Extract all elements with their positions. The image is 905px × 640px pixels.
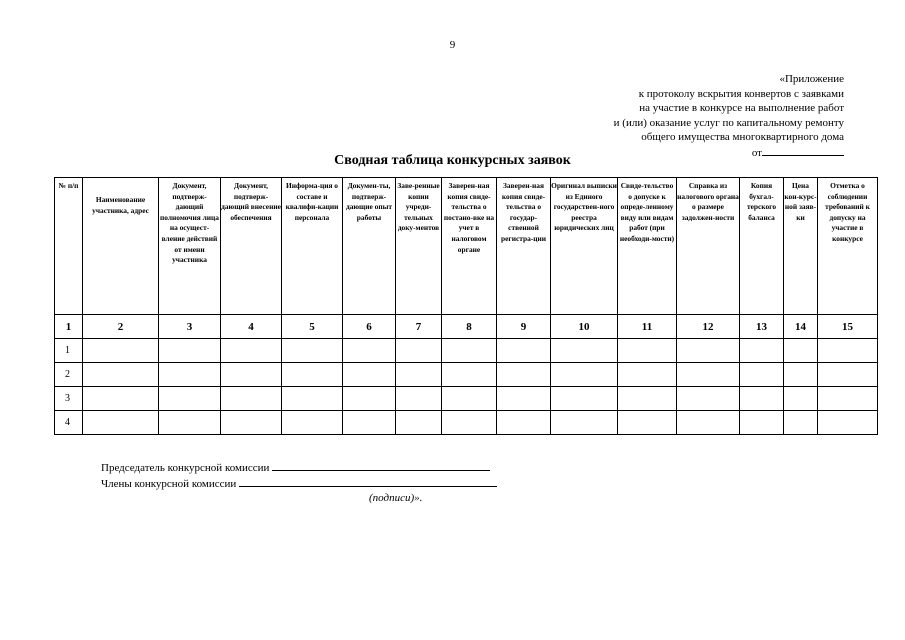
table-cell <box>740 387 784 411</box>
header-cell-experience-docs: Докумен-ты, подтверж-дающие опыт работы <box>343 178 396 315</box>
appendix-line: и (или) оказание услуг по капитальному ремонту <box>613 116 844 129</box>
chairman-signature-blank <box>272 460 490 471</box>
table-cell <box>818 387 878 411</box>
appendix-date-prefix: от <box>751 146 762 159</box>
table-cell <box>442 363 497 387</box>
header-cell-admission-mark: Отметка о соблюдении требований к допуску на участие в конкурсе <box>818 178 878 315</box>
table-cell <box>221 411 282 435</box>
table-cell <box>83 387 159 411</box>
table-cell <box>551 339 618 363</box>
table-cell <box>497 363 551 387</box>
table-cell <box>497 411 551 435</box>
appendix-line: «Приложение <box>779 73 844 85</box>
table-cell <box>343 411 396 435</box>
header-cell-founding-docs: Заве-ренные копии учреди-тельных доку-ментов <box>396 178 442 315</box>
table-cell <box>497 339 551 363</box>
appendix-line: к протоколу вскрытия конвертов с заявками <box>638 87 844 100</box>
table-cell <box>740 363 784 387</box>
table-cell <box>282 363 343 387</box>
page-number: 9 <box>449 39 456 51</box>
table-cell <box>551 387 618 411</box>
table-cell <box>784 363 818 387</box>
appendix-line: общего имущества многоквартирного дома <box>641 131 844 144</box>
table-cell <box>740 411 784 435</box>
table-cell <box>83 339 159 363</box>
table-cell <box>551 363 618 387</box>
table-cell <box>343 363 396 387</box>
table-cell <box>677 387 740 411</box>
table-cell <box>784 339 818 363</box>
table-cell <box>618 339 677 363</box>
appendix-note <box>614 72 844 161</box>
table-cell <box>282 339 343 363</box>
table-cell <box>343 387 396 411</box>
column-number: 2 <box>83 315 159 339</box>
column-number: 9 <box>497 315 551 339</box>
header-cell-security-doc: Документ, подтверж-дающий внесение обеспечения <box>221 178 282 315</box>
table-cell <box>83 363 159 387</box>
table-cell <box>677 339 740 363</box>
table-cell <box>740 339 784 363</box>
table-cell <box>83 411 159 435</box>
table-cell <box>221 387 282 411</box>
table-cell <box>618 411 677 435</box>
table-row <box>55 339 878 363</box>
table-cell <box>159 411 221 435</box>
table-cell <box>677 363 740 387</box>
header-cell-participant: Наименование участника, адрес <box>83 178 159 315</box>
column-number: 6 <box>343 315 396 339</box>
table-title: Сводная таблица конкурсных заявок <box>334 153 571 168</box>
column-number: 8 <box>442 315 497 339</box>
table-cell <box>221 339 282 363</box>
table-header-row <box>55 178 878 315</box>
row-number: 1 <box>55 339 83 363</box>
signature-block <box>101 460 497 506</box>
column-number: 15 <box>818 315 878 339</box>
table-cell <box>818 339 878 363</box>
header-cell-tax-registration: Заверен-ная копия свиде-тельства о постано-вке на учет в налоговом органе <box>442 178 497 315</box>
table-cell <box>818 411 878 435</box>
column-number: 4 <box>221 315 282 339</box>
table-cell <box>282 411 343 435</box>
column-number: 13 <box>740 315 784 339</box>
signatures-note: (подписи)». <box>369 492 423 504</box>
members-signature-blank <box>239 476 497 487</box>
table-cell <box>442 339 497 363</box>
table-cell <box>784 411 818 435</box>
table-cell <box>618 387 677 411</box>
table-row <box>55 411 878 435</box>
table-cell <box>396 363 442 387</box>
table-cell <box>159 387 221 411</box>
table-row <box>55 363 878 387</box>
header-cell-registry-extract: Оригинал выписки из Единого государствен-ного реестра юридических лиц <box>551 178 618 315</box>
table-cell <box>497 387 551 411</box>
members-label: Члены конкурсной комиссии <box>101 477 237 490</box>
header-cell-state-registration: Заверен-ная копия свиде-тельства о государ-ственной регистра-ции <box>497 178 551 315</box>
table-cell <box>159 339 221 363</box>
header-cell-staff-info: Информа-ция о составе и квалифи-кации персонала <box>282 178 343 315</box>
table-cell <box>551 411 618 435</box>
column-number: 12 <box>677 315 740 339</box>
summary-table <box>54 177 878 435</box>
table-cell <box>343 339 396 363</box>
row-number: 4 <box>55 411 83 435</box>
column-number: 7 <box>396 315 442 339</box>
column-number: 11 <box>618 315 677 339</box>
column-number-row <box>55 315 878 339</box>
table-cell <box>442 387 497 411</box>
table-cell <box>221 363 282 387</box>
table-cell <box>442 411 497 435</box>
header-cell-debt-certificate: Справка из налогового органа о размере задолжен-ности <box>677 178 740 315</box>
appendix-line: на участие в конкурсе на выполнение работ <box>639 102 844 115</box>
column-number: 5 <box>282 315 343 339</box>
column-number: 10 <box>551 315 618 339</box>
column-number: 14 <box>784 315 818 339</box>
table-cell <box>618 363 677 387</box>
table-cell <box>784 387 818 411</box>
chairman-line <box>101 460 497 476</box>
header-cell-number: № п/п <box>55 178 83 315</box>
table-cell <box>396 411 442 435</box>
table-row <box>55 387 878 411</box>
table-cell <box>282 387 343 411</box>
row-number: 2 <box>55 363 83 387</box>
column-number: 3 <box>159 315 221 339</box>
members-line <box>101 476 497 492</box>
table-cell <box>818 363 878 387</box>
row-number: 3 <box>55 387 83 411</box>
header-cell-admission-certificate: Свиде-тельство о допуске к опреде-ленному виду или видам работ (при необходи-мости) <box>618 178 677 315</box>
table-cell <box>159 363 221 387</box>
table-cell <box>396 387 442 411</box>
header-cell-bid-price: Цена кон-курс-ной заяв-ки <box>784 178 818 315</box>
header-cell-authority-doc: Документ, подтверж-дающий полномочия лица на осущест-вление действий от имени участника <box>159 178 221 315</box>
table-cell <box>677 411 740 435</box>
table-cell <box>396 339 442 363</box>
chairman-label: Председатель конкурсной комиссии <box>101 462 270 474</box>
header-cell-balance-sheet: Копия бухгал-терского баланса <box>740 178 784 315</box>
column-number: 1 <box>55 315 83 339</box>
